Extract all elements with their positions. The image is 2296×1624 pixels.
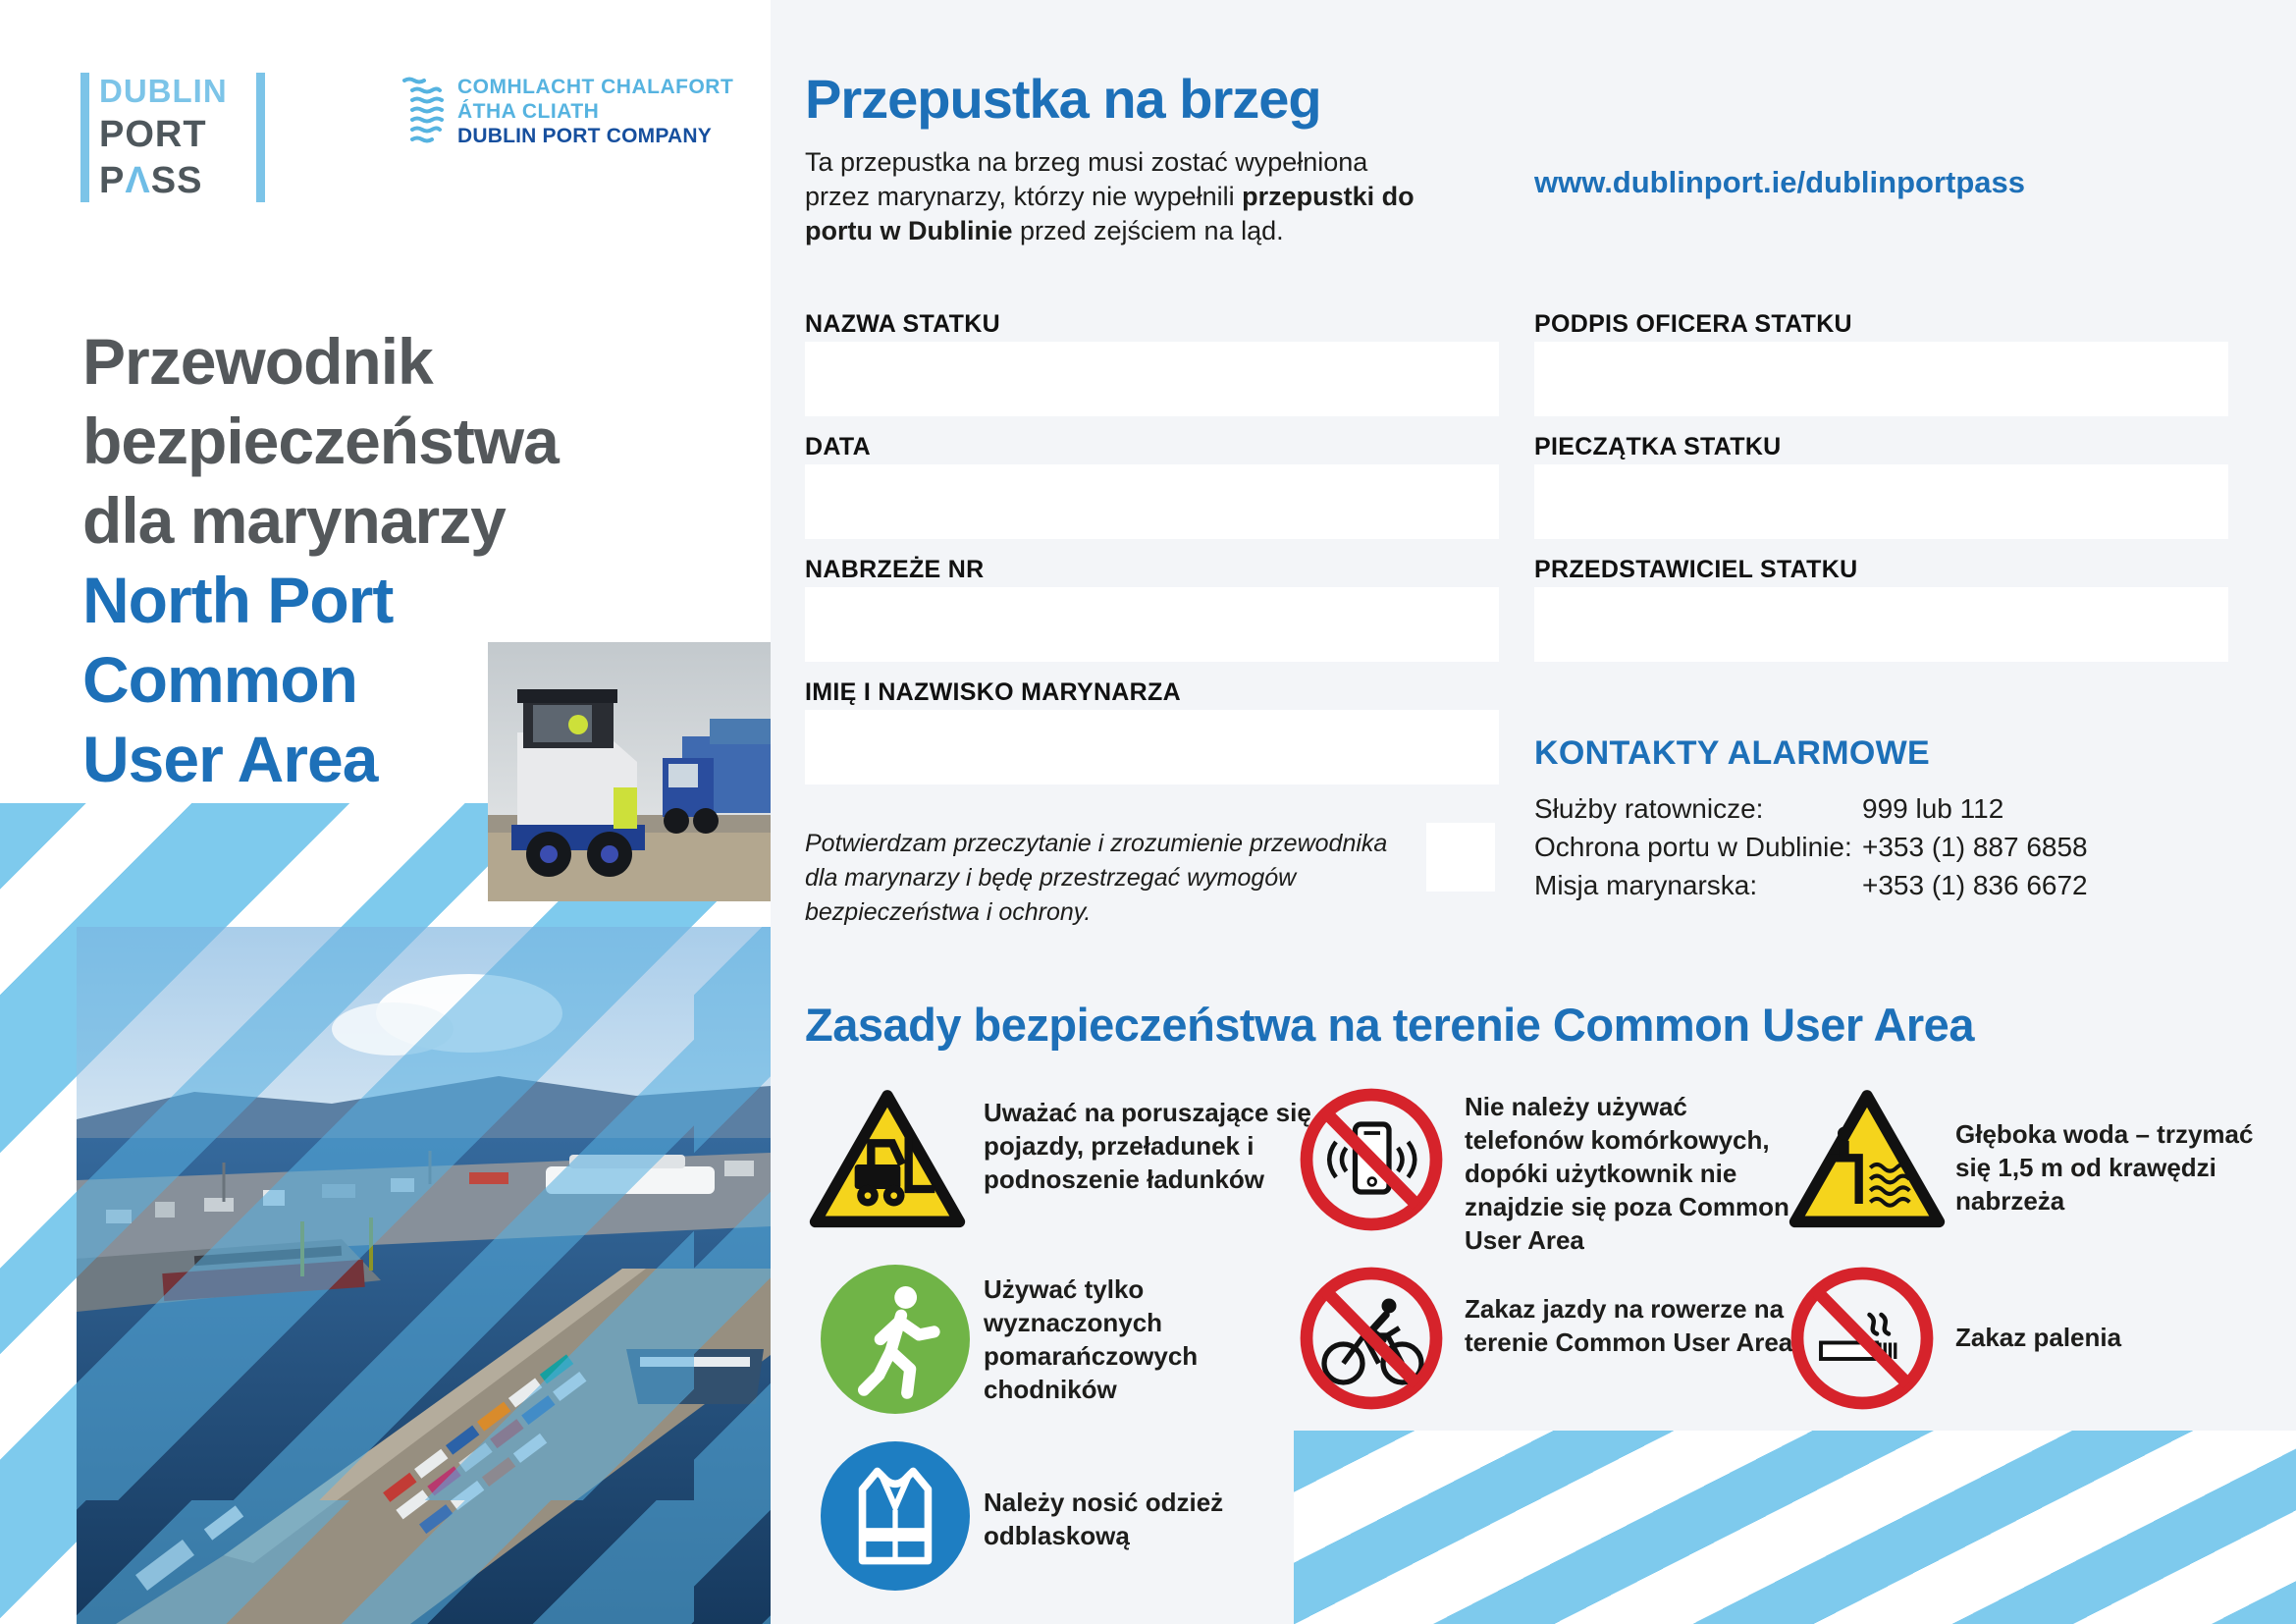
logo-pass-ss: SS <box>150 160 203 201</box>
logo-port-text: PORT <box>99 114 207 155</box>
dublin-port-pass-logo <box>80 73 265 202</box>
intro-bold: przepustki do portu w Dublinie <box>805 182 1415 245</box>
contact-label-emergency-services: Służby ratownicze: <box>1534 793 1764 824</box>
field-label-ship-stamp: PIECZĄTKA STATKU <box>1534 433 1782 460</box>
field-label-officer-signature: PODPIS OFICERA STATKU <box>1534 310 1852 338</box>
field-label-seafarer-name: IMIĘ I NAZWISKO MARYNARZA <box>805 678 1181 706</box>
no-cycling-icon <box>1298 1265 1445 1417</box>
dpc-line3: DUBLIN PORT COMPANY <box>457 125 712 147</box>
shore-pass-intro <box>805 145 1423 248</box>
cover-title-line: dla marynarzy <box>82 484 506 557</box>
no-smoking-icon <box>1789 1265 1936 1417</box>
logo-pass-text <box>99 161 246 200</box>
date-field[interactable] <box>805 464 1499 539</box>
seafarer-name-field[interactable] <box>805 710 1499 785</box>
contact-label-seafarers-mission: Misja marynarska: <box>1534 870 1758 900</box>
pedestrian-walkway-icon <box>821 1265 970 1419</box>
port-aerial-photo-image <box>77 927 771 1624</box>
ship-stamp-field[interactable] <box>1534 464 2228 539</box>
shore-pass-heading: Przepustka na brzeg <box>805 68 1321 130</box>
field-label-ship-representative: PRZEDSTAWICIEL STATKU <box>1534 556 1858 583</box>
ship-representative-field[interactable] <box>1534 587 2228 662</box>
rule-text-hi-vis: Należy nosić odzież odblaskową <box>984 1488 1224 1550</box>
logo-dublin-text: DUBLIN <box>99 73 228 109</box>
dpc-line2: ÁTHA CLIATH <box>457 100 600 123</box>
confirmation-checkbox[interactable] <box>1426 823 1495 892</box>
contact-label-port-security: Ochrona portu w Dublinie: <box>1534 832 1852 862</box>
intro-pre: Ta przepustka na brzeg musi zostać wypełniona przez marynarzy, którzy nie wypełnili <box>805 147 1368 211</box>
rule-text-no-phones: Nie należy używać telefonów komórkowych, dopóki użytkownik nie znajdzie się poza Common User Area <box>1465 1092 1789 1255</box>
port-pass-url-link[interactable]: www.dublinport.ie/dublinportpass <box>1534 165 2025 199</box>
contact-value-emergency-services: 999 lub 112 <box>1862 793 2004 824</box>
contact-value-seafarers-mission: +353 (1) 836 6672 <box>1862 870 2088 900</box>
field-label-ship-name: NAZWA STATKU <box>805 310 1000 338</box>
safety-rules-heading: Zasady bezpieczeństwa na terenie Common User Area <box>805 999 1974 1051</box>
cover-title-line-blue: User Area <box>82 723 378 795</box>
logo-pass-a: Λ <box>125 160 151 201</box>
emergency-contacts-heading: KONTAKTY ALARMOWE <box>1534 734 1930 772</box>
intro-post: przed zejściem na ląd. <box>1012 216 1284 245</box>
contact-value-port-security: +353 (1) 887 6858 <box>1862 832 2088 862</box>
field-label-berth-no: NABRZEŻE NR <box>805 556 985 583</box>
rule-text-moving-vehicles: Uważać na poruszające się pojazdy, przeładunek i podnoszenie ładunków <box>984 1098 1311 1194</box>
rule-text-orange-walkways: Używać tylko wyznaczonych pomarańczowych chodników <box>984 1274 1199 1404</box>
cover-title-line: bezpieczeństwa <box>82 405 559 477</box>
port-aerial-photo <box>77 927 771 1624</box>
cover-title-line-blue: Common <box>82 643 357 716</box>
deep-water-warning-icon <box>1785 1086 1949 1238</box>
ship-name-field[interactable] <box>805 342 1499 416</box>
dublin-port-company-logo <box>400 75 733 148</box>
rule-text-deep-water: Głęboka woda – trzymać się 1,5 m od krawędzi nabrzeża <box>1955 1119 2254 1216</box>
cover-title-line-blue: North Port <box>82 564 394 636</box>
officer-signature-field[interactable] <box>1534 342 2228 416</box>
dpc-logo-text <box>457 75 733 148</box>
confirmation-statement: Potwierdzam przeczytanie i zrozumienie przewodnika dla marynarzy i będę przestrzegać wymogów bezpieczeństwa i ochrony. <box>805 830 1388 926</box>
dpc-line1: COMHLACHT CHALAFORT <box>457 76 734 98</box>
dpc-wave-d-icon <box>400 75 446 145</box>
hi-vis-vest-icon <box>821 1441 970 1596</box>
rule-text-no-cycling: Zakaz jazdy na rowerze na terenie Common User Area <box>1465 1294 1793 1357</box>
field-label-date: DATA <box>805 433 871 460</box>
berth-no-field[interactable] <box>805 587 1499 662</box>
cover-title-line: Przewodnik <box>82 325 433 398</box>
forklift-warning-icon <box>805 1086 970 1238</box>
no-mobile-phone-icon <box>1298 1086 1445 1238</box>
rule-text-no-smoking: Zakaz palenia <box>1955 1323 2122 1352</box>
diagonal-stripes-bottom-right <box>1294 1431 2296 1624</box>
logo-pass-p: P <box>99 160 126 201</box>
cover-title <box>82 322 559 799</box>
